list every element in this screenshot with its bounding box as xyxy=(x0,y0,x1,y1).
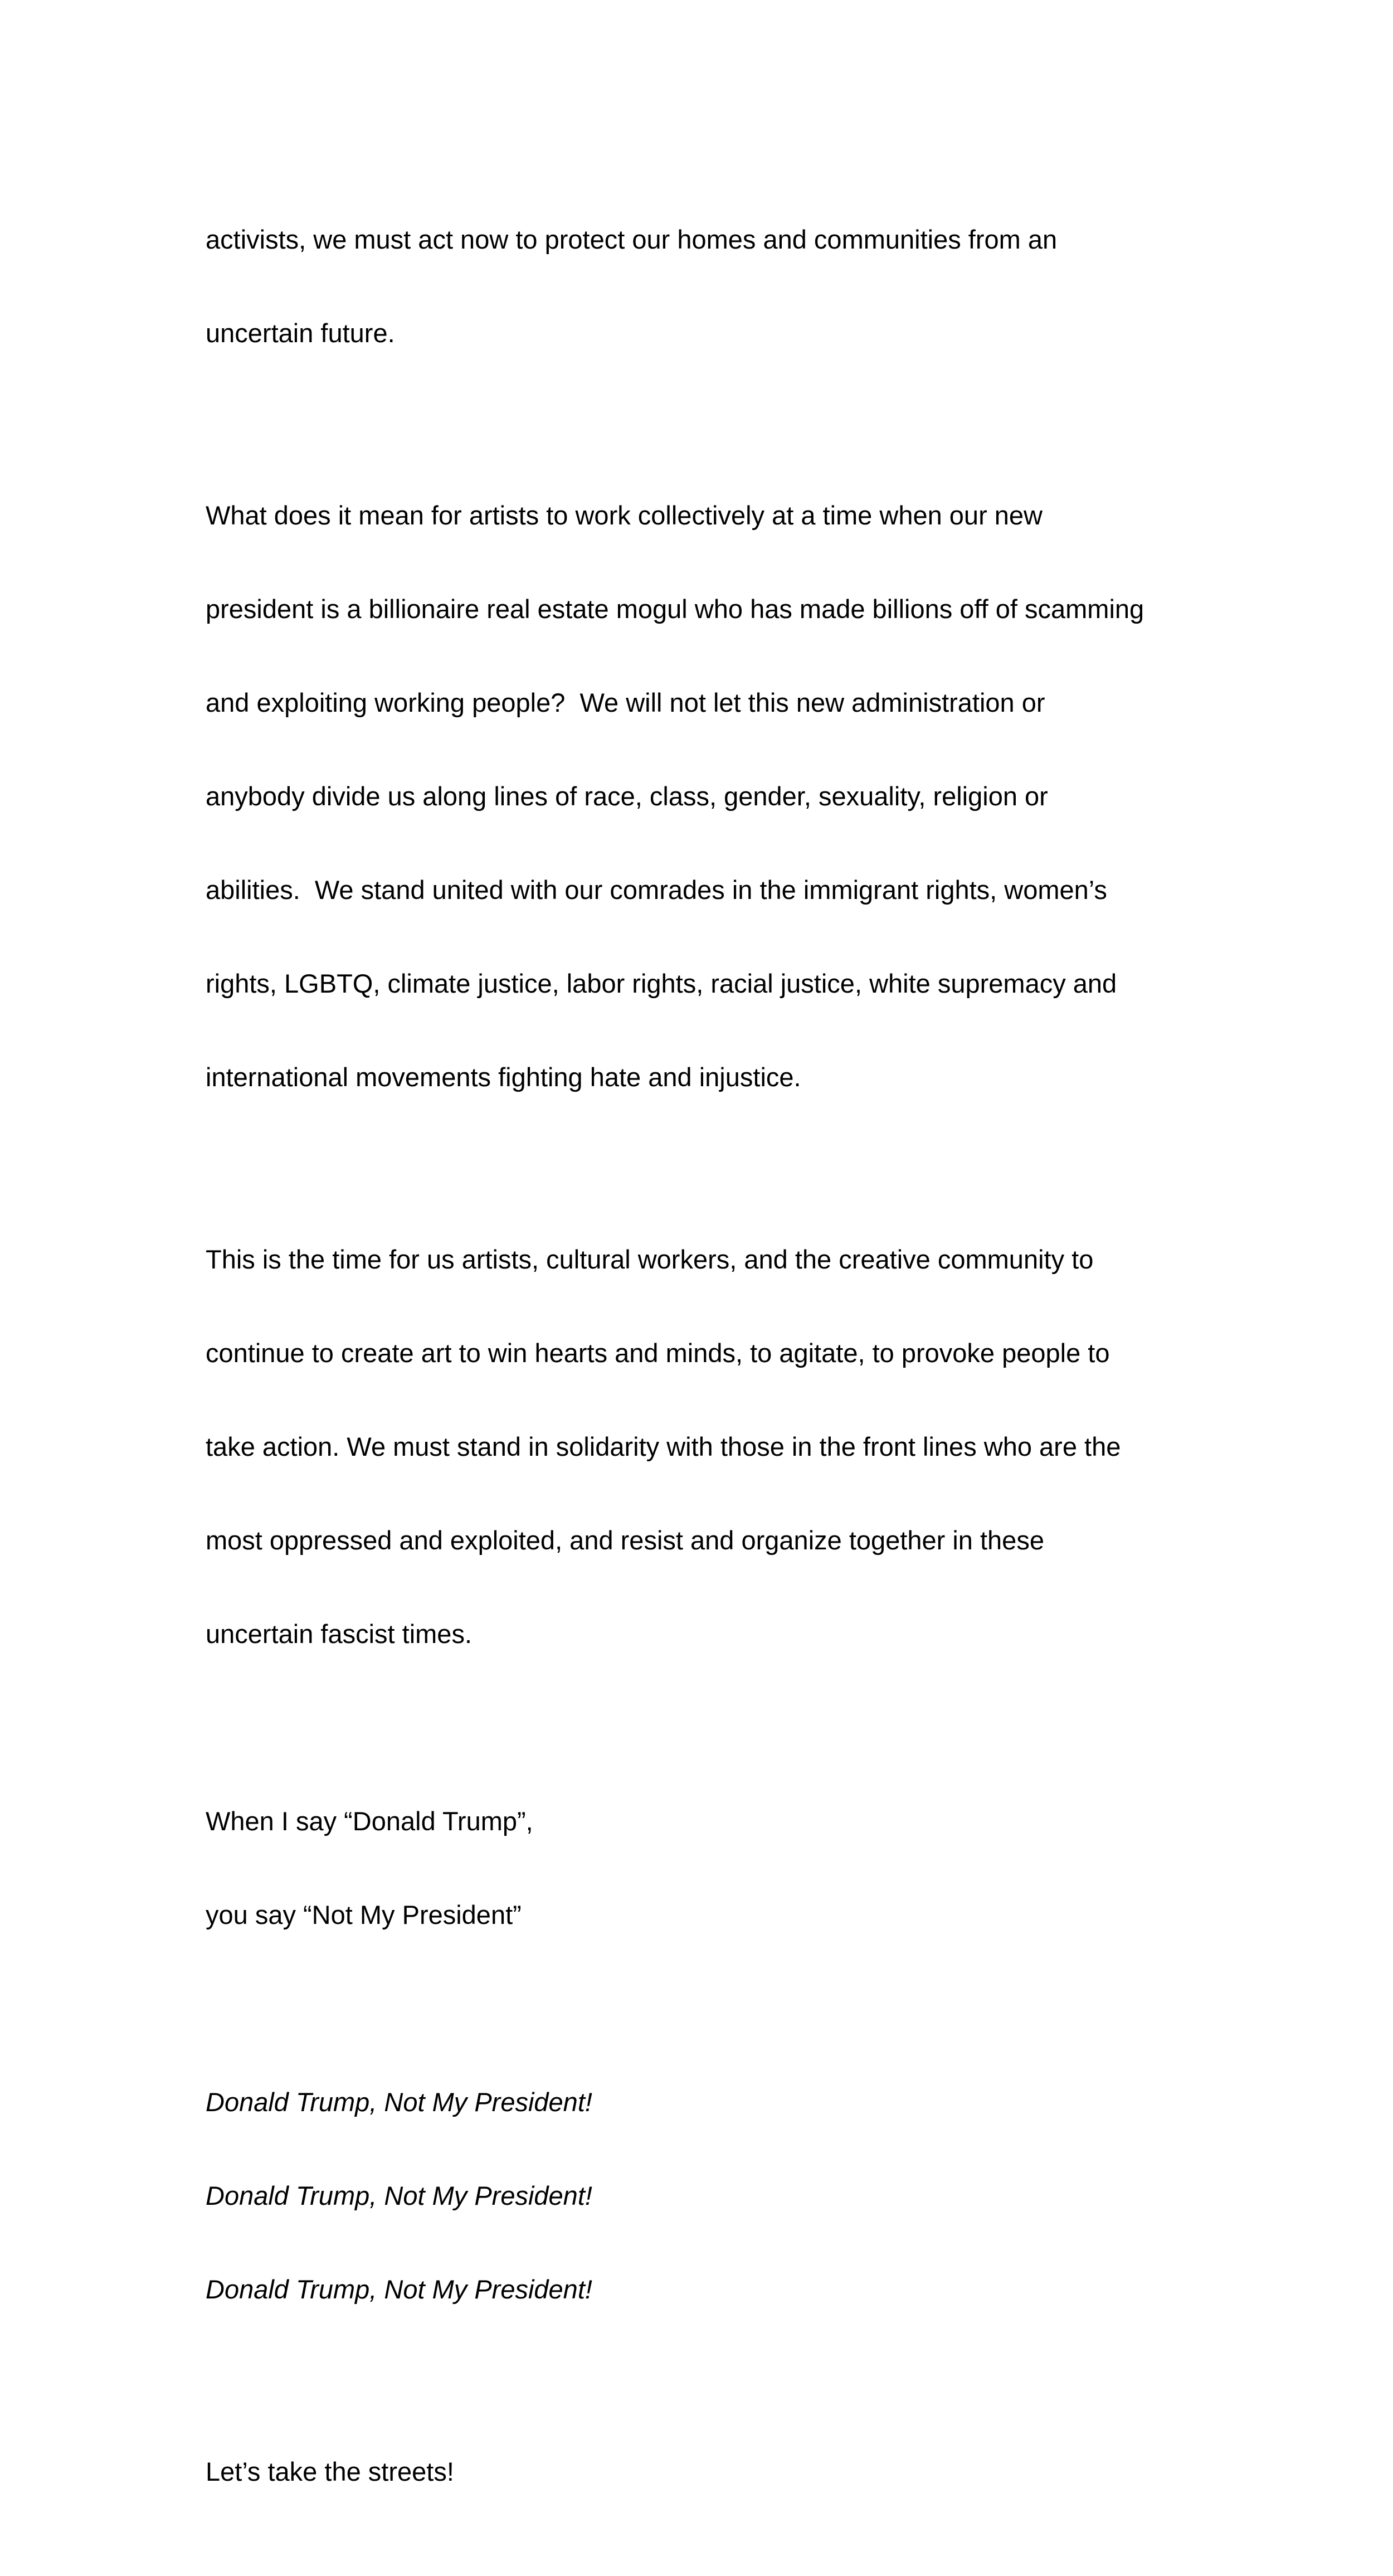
text-line: When I say “Donald Trump”, xyxy=(206,1806,533,1836)
text-line: president is a billionaire real estate mogul who has made billions off of scamming xyxy=(206,594,1144,624)
text-line: most oppressed and exploited, and resist and organize together in these xyxy=(206,1525,1044,1555)
text-line: rights, LGBTQ, climate justice, labor rights, racial justice, white supremacy and xyxy=(206,969,1117,998)
text-line: and exploiting working people? We will not let this new administration or xyxy=(206,688,1045,717)
text-line: uncertain fascist times. xyxy=(206,1619,473,1649)
text-line: continue to create art to win hearts and minds, to agitate, to provoke people to xyxy=(206,1338,1110,1368)
chant-line: Donald Trump, Not My President! xyxy=(206,2087,592,2117)
chant-line: Donald Trump, Not My President! xyxy=(206,2181,592,2210)
text-line: Let’s take the streets! xyxy=(206,2457,454,2486)
text-line: activists, we must act now to protect our homes and communities from an xyxy=(206,225,1058,254)
text-line: This is the time for us artists, cultural workers, and the creative community to xyxy=(206,1245,1094,1274)
text-line: uncertain future. xyxy=(206,318,395,348)
paragraph-time-for-artists xyxy=(206,1182,1197,1712)
text-line: take action. We must stand in solidarity with those in the front lines who are the xyxy=(206,1432,1121,1461)
text-line: abilities. We stand united with our comrades in the immigrant rights, women’s xyxy=(206,875,1107,905)
call-and-response xyxy=(206,1743,1197,1993)
text-line: anybody divide us along lines of race, class, gender, sexuality, religion or xyxy=(206,781,1048,811)
text-line: international movements fighting hate and injustice. xyxy=(206,1062,801,1092)
text-line: What does it mean for artists to work collectively at a time when our new xyxy=(206,500,1043,530)
document-body xyxy=(206,162,1197,2576)
text-line: you say “Not My President” xyxy=(206,1900,522,1929)
chant-line: Donald Trump, Not My President! xyxy=(206,2274,592,2304)
paragraph-activists xyxy=(206,162,1197,411)
chant xyxy=(206,2024,1197,2368)
paragraph-artists-collective xyxy=(206,438,1197,1155)
closing-line xyxy=(206,2394,1197,2550)
